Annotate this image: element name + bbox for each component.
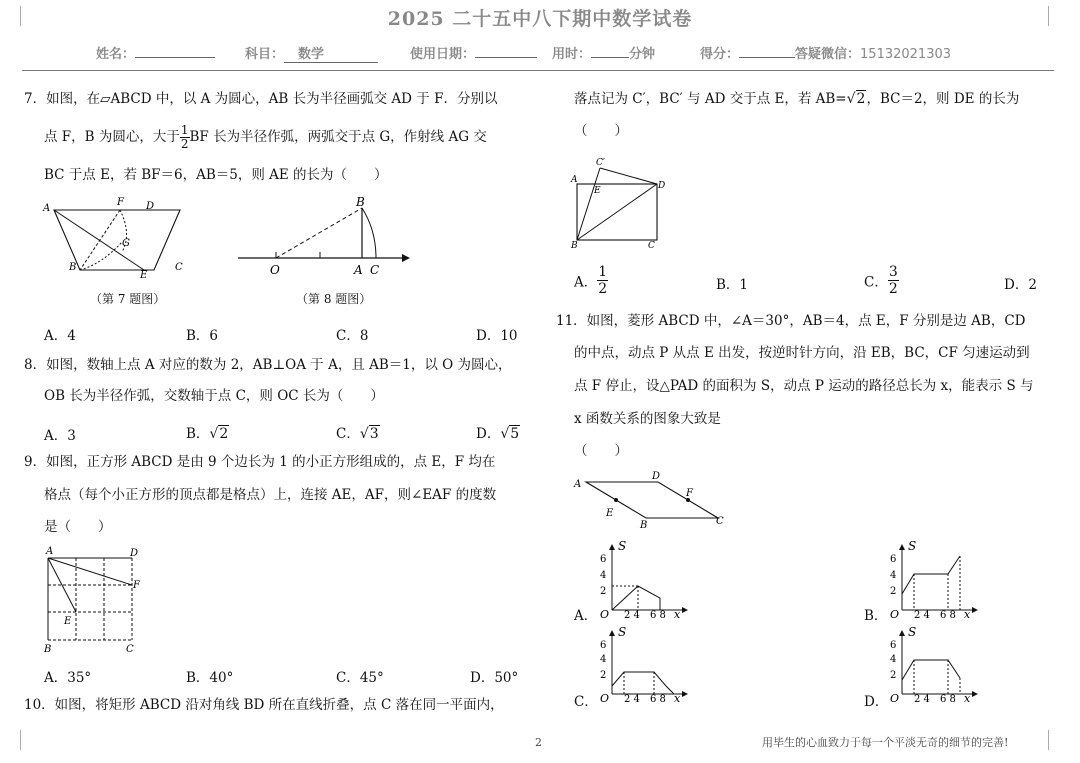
svg-text:D: D (130, 548, 139, 559)
svg-text:6 8: 6 8 (940, 694, 956, 704)
q8-option-c[interactable]: C．√3 (336, 426, 379, 442)
svg-text:2: 2 (600, 586, 607, 597)
q8-line2: OB 长为半径作弧，交数轴于点 C，则 OC 长为（ ） (44, 388, 384, 404)
svg-text:2 4: 2 4 (624, 694, 640, 704)
svg-text:x: x (964, 608, 971, 620)
svg-text:6 8: 6 8 (650, 694, 666, 704)
name-field: 姓名： (96, 43, 215, 62)
figure-10-rectangle-fold (568, 154, 672, 250)
svg-text:6: 6 (600, 640, 607, 651)
date-field: 使用日期： (410, 43, 537, 62)
svg-text:O: O (600, 692, 610, 704)
q7-option-b[interactable]: B．6 (186, 328, 219, 344)
svg-text:2: 2 (890, 670, 897, 681)
figure-7-caption: （第 7 题图） (90, 292, 166, 306)
svg-text:B: B (44, 644, 52, 655)
q11-graph-b[interactable] (888, 538, 980, 620)
q7-line2: 点 F，B 为圆心，大于 $\frac{1}{2}$ BF 长为半径作弧，两弧交于点 G，作射线 AG 交 (44, 123, 487, 151)
svg-text:6 8: 6 8 (940, 610, 956, 620)
svg-text:C: C (716, 516, 724, 527)
q10-line3: （ ） (574, 123, 628, 139)
q7-option-a[interactable]: A．4 (44, 328, 76, 344)
svg-text:E: E (606, 508, 614, 519)
corner-mark-bottom-left (6, 730, 21, 750)
svg-text:4: 4 (890, 570, 897, 581)
figure-9-grid (40, 544, 150, 658)
q7-line1: 7．如图，在▱ABCD 中，以 A 为圆心，AB 长为半径画弧交 AD 于 F．分别以 (24, 91, 498, 107)
q8-option-a[interactable]: A．3 (44, 428, 76, 444)
svg-text:C: C (126, 644, 134, 655)
subject-field: 科目： 数学 (245, 43, 378, 63)
svg-text:2 4: 2 4 (914, 694, 930, 704)
q10-option-a[interactable]: A． $\frac{1}{2}$ (574, 264, 608, 297)
svg-text:4: 4 (890, 654, 897, 665)
q11-graph-c[interactable] (598, 624, 690, 704)
q11-option-a-label[interactable]: A． (574, 608, 598, 624)
svg-text:E: E (140, 270, 148, 278)
q9-option-c[interactable]: C．45° (336, 670, 384, 686)
footer-slogan: 用毕生的心血致力于每一个平淡无奇的细节的完善! (762, 736, 1009, 749)
figure-8-number-line (236, 192, 412, 278)
q9-option-b[interactable]: B．40° (186, 670, 234, 686)
figure-8-caption: （第 8 题图） (296, 292, 372, 306)
svg-text:E: E (594, 186, 601, 196)
q11-line2: 的中点，动点 P 从点 E 出发，按逆时针方向，沿 EB，BC，CF 匀速运动到 (574, 345, 1030, 361)
svg-text:A: A (571, 175, 578, 185)
svg-text:2: 2 (890, 586, 897, 597)
svg-text:4: 4 (600, 654, 607, 665)
q9-option-a[interactable]: A．35° (44, 670, 92, 686)
svg-text:A: A (43, 203, 51, 214)
svg-text:C: C (175, 262, 183, 273)
svg-text:F: F (133, 580, 140, 591)
score-field: 得分： 答疑微信：15132021303 (700, 47, 952, 62)
svg-text:E: E (64, 616, 72, 627)
q7-line3: BC 于点 E，若 BF＝6，AB＝5，则 AE 的长为（ ） (44, 167, 388, 183)
svg-text:B: B (571, 241, 578, 250)
corner-mark-bottom-right (1048, 730, 1063, 750)
svg-text:B: B (69, 262, 77, 273)
q11-option-c-label[interactable]: C． (574, 694, 598, 710)
svg-text:S: S (908, 625, 917, 639)
svg-text:S: S (618, 625, 627, 639)
q11-graph-d[interactable] (888, 624, 980, 704)
svg-text:6: 6 (890, 554, 897, 565)
svg-text:G: G (122, 238, 130, 249)
svg-text:S: S (908, 539, 917, 553)
svg-text:A: A (574, 479, 582, 490)
svg-text:x: x (964, 692, 971, 704)
q11-option-b-label[interactable]: B． (864, 608, 888, 624)
svg-text:6 8: 6 8 (650, 610, 666, 620)
svg-text:x: x (674, 608, 681, 620)
q10-option-b[interactable]: B．1 (716, 277, 749, 293)
svg-text:O: O (270, 263, 280, 277)
svg-text:O: O (890, 608, 900, 620)
q9-option-d[interactable]: D．50° (470, 670, 519, 686)
svg-text:6: 6 (890, 640, 897, 651)
q8-option-b[interactable]: B．√2 (186, 426, 229, 442)
duration-field: 用时： 分钟 (552, 47, 656, 62)
svg-text:6: 6 (600, 554, 607, 565)
svg-text:C: C (648, 241, 655, 250)
exam-title: 2025 二十五中八下期中数学试卷 (387, 8, 693, 30)
svg-text:F: F (117, 197, 124, 208)
q11-line4: x 函数关系的图象大致是 (574, 411, 721, 427)
q10-option-c[interactable]: C． $\frac{3}{2}$ (864, 264, 898, 297)
svg-text:F: F (686, 488, 693, 499)
svg-text:A: A (354, 263, 363, 277)
svg-text:B: B (356, 195, 365, 209)
svg-text:2: 2 (600, 670, 607, 681)
q9-line3: 是（ ） (44, 519, 112, 535)
q9-line1: 9．如图，正方形 ABCD 是由 9 个边长为 1 的小正方形组成的，点 E，F 均在 (24, 454, 496, 470)
figure-7-parallelogram (40, 196, 190, 278)
svg-text:A: A (46, 546, 54, 557)
svg-text:2 4: 2 4 (914, 610, 930, 620)
q9-line2: 格点（每个小正方形的顶点都是格点）上，连接 AE，AF，则∠EAF 的度数 (44, 487, 497, 503)
q7-option-d[interactable]: D．10 (476, 328, 518, 344)
svg-text:2 4: 2 4 (624, 610, 640, 620)
q10-line2: 落点记为 C′，BC′ 与 AD 交于点 E，若 AB=√2，BC＝2，则 DE 的长为 (574, 91, 1020, 107)
svg-text:B: B (640, 520, 648, 531)
q8-option-d[interactable]: D．√5 (476, 426, 520, 442)
svg-text:O: O (600, 608, 610, 620)
svg-text:C′: C′ (596, 158, 605, 168)
svg-text:4: 4 (600, 570, 607, 581)
q7-option-c[interactable]: C．8 (336, 328, 369, 344)
svg-text:S: S (618, 539, 627, 553)
svg-text:C: C (370, 263, 380, 277)
fraction-half: $\frac{1}{2}$ (180, 123, 189, 151)
header-rule (22, 70, 1054, 71)
q11-option-d-label[interactable]: D． (864, 694, 889, 710)
q8-line1: 8．如图，数轴上点 A 对应的数为 2，AB⊥OA 于 A，且 AB＝1，以 O 为圆心， (24, 357, 512, 373)
svg-text:O: O (890, 692, 900, 704)
svg-text:x: x (674, 692, 681, 704)
q10-line1: 10．如图，将矩形 ABCD 沿对角线 BD 所在直线折叠，点 C 落在同一平面内， (24, 697, 504, 713)
page-number: 2 (535, 736, 542, 749)
svg-text:D: D (658, 181, 666, 191)
svg-text:D: D (652, 471, 661, 482)
figure-11-rhombus (568, 468, 732, 532)
svg-text:D: D (146, 201, 155, 212)
q11-line1: 11．如图，菱形 ABCD 中，∠A＝30°，AB＝4，点 E，F 分别是边 AB，CD (556, 313, 1026, 329)
q11-graph-a[interactable] (598, 538, 690, 620)
q10-option-d[interactable]: D．2 (1004, 277, 1037, 293)
q11-line5: （ ） (574, 443, 628, 459)
q11-line3: 点 F 停止，设△PAD 的面积为 S，动点 P 运动的路径总长为 x，能表示 S 与 (574, 378, 1034, 394)
